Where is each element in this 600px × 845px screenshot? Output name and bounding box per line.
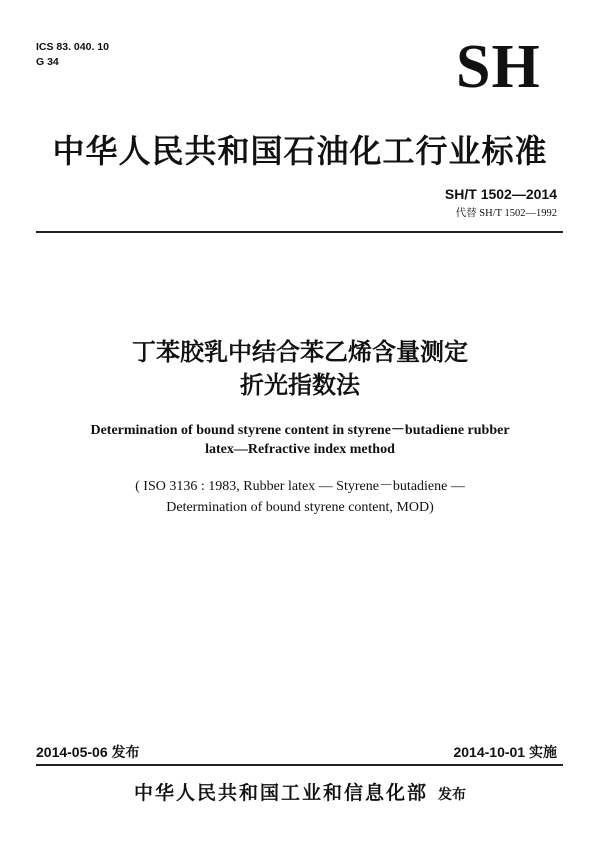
adoption-note-line2: Determination of bound styrene content, MOD): [166, 500, 434, 515]
bottom-divider: [36, 764, 563, 766]
title-chinese-line1: 丁苯胶乳中结合苯乙烯含量测定: [132, 338, 468, 366]
title-english-line1: Determination of bound styrene content in styrene－butadiene rubber: [90, 423, 510, 438]
ccs-code: G 34: [36, 56, 59, 68]
sh-logo: SH: [456, 33, 541, 101]
title-chinese-line2: 折光指数法: [240, 371, 360, 399]
top-divider: [36, 231, 563, 233]
issue-date: 2014-05-06 发布: [36, 744, 140, 760]
implementation-date: 2014-10-01 实施: [453, 744, 557, 760]
issuer-name: 中华人民共和国工业和信息化部: [133, 782, 428, 804]
issuer: [0, 779, 600, 809]
ics-code: ICS 83. 040. 10: [36, 41, 109, 53]
replaces-standard: 代替 SH/T 1502—1992: [455, 208, 557, 219]
standard-type-heading: 中华人民共和国石油化工行业标准: [52, 132, 548, 170]
title-english-line2: latex—Refractive index method: [205, 442, 395, 457]
standard-number: SH/T 1502—2014: [444, 186, 557, 202]
issuer-suffix: 发布: [438, 787, 466, 803]
adoption-note-line1: ( ISO 3136 : 1983, Rubber latex — Styrene－butadiene —: [135, 479, 465, 494]
classification-codes: [36, 40, 109, 70]
